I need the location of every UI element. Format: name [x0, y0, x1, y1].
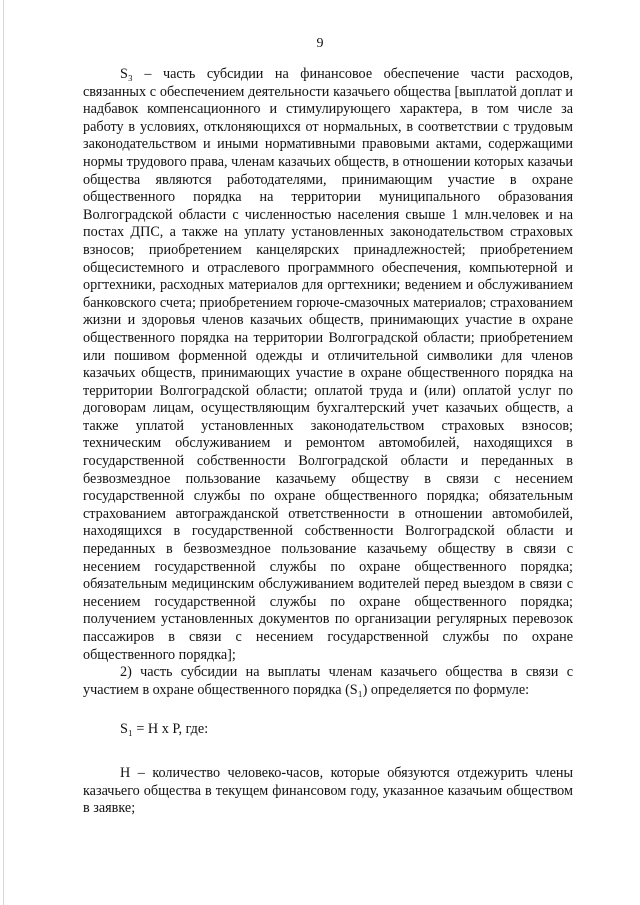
formula-s1: S₁ = Н х Р, где:: [120, 721, 209, 738]
document-body: [83, 66, 573, 818]
page-number: 9: [316, 36, 324, 51]
scan-edge-line: [3, 0, 4, 905]
paragraph-item-2: 2) часть субсидии на выплаты членам казачьего общества в связи с участием в охране общественного порядка (S₁) определяется по формуле:: [83, 664, 573, 698]
paragraph-s3-definition: S₃ – часть субсидии на финансовое обеспечение части расходов, связанных с обеспечением деятельности казачьего общества [выплатой доплат и надбавок компенсационного и стимулирующего характера, в том числе за работу в условиях, отклоняющихся от нормальных, в соответствии с трудовым законодательством и иными нормативными правовыми актами, содержащими нормы трудового права, членам казачьих обществ, в отношении которых казачьи общества являются работодателями, принимающим участие в охране общественного порядка на территории муниципального образования Волгоградской области с численностью населения свыше 1 млн.человек и на постах ДПС, а также на уплату установленных законодательством страховых взносов; приобретением канцелярских принадлежностей; приобретением общесистемного и отраслевого программного обеспечения, компьютерной и оргтехники, расходных материалов для оргтехники; ведением и обслуживанием банковского счета; приобретением горюче-смазочных материалов; страхованием жизни и здоровья членов казачьих обществ, принимающих участие в охране общественного порядка на территории Волгоградской области; приобретением или пошивом форменной одежды и отличительной символики для членов казачьих обществ, принимающих участие в охране общественного порядка на территории Волгоградской области; оплатой труда и (или) оплатой услуг по договорам лицам, осуществляющим бухгалтерский учет казачьих обществ, а также уплатой установленных законодательством страховых взносов; техническим обслуживанием и ремонтом автомобилей, находящихся в государственной собственности Волгоградской области и переданных в безвозмездное пользование казачьему обществу в связи с несением государственной службы по охране общественного порядка; обязательным страхованием автогражданской ответственности в отношении автомобилей, находящихся в государственной собственности Волгоградской области и переданных в безвозмездное пользование казачьему обществу в связи с несением государственной службы по охране общественного порядка; обязательным медицинским обслуживанием водителей перед выездом в связи с несением государственной службы по охране общественного порядка; получением установленных документов по организации регулярных перевозок пассажиров в связи с несением государственной службы по охране общественного порядка];: [83, 66, 573, 663]
definition-h: Н – количество человеко-часов, которые обязуются отдежурить члены казачьего общества в текущем финансовом году, указанное казачьим обществом в заявке;: [83, 764, 573, 817]
